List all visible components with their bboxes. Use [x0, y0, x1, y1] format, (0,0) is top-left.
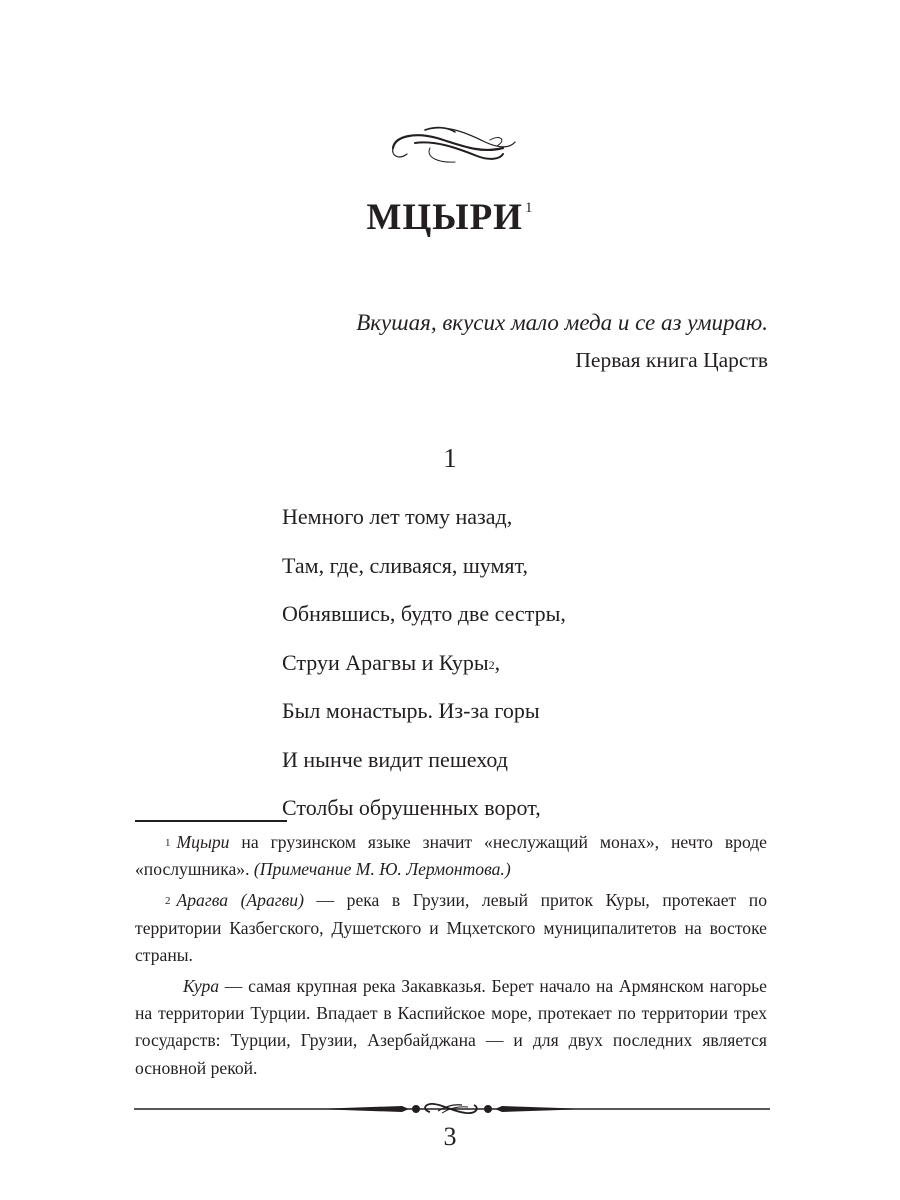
- flourish-icon: [385, 118, 520, 168]
- verse-line-punct: ,: [494, 649, 501, 675]
- epigraph: [356, 306, 768, 377]
- footnote-text: на грузинском языке значит «неслужащий монах», нечто вроде «послушника».: [135, 832, 767, 880]
- title-footnote-ref[interactable]: 1: [524, 200, 534, 216]
- verse-line-text: Немного лет тому назад,: [282, 504, 513, 529]
- poem-title: [0, 196, 900, 239]
- footnotes: [135, 829, 767, 1082]
- footnote-text: — река в Грузии, левый приток Куры, протекает по территории Казбегского, Душетского и Мцхетского муниципалитетов на востоке страны.: [135, 890, 767, 965]
- footnote-term: Арагва (Арагви): [176, 890, 304, 911]
- verse-line-text: Струи Арагвы и Куры: [282, 649, 489, 675]
- title-text: МЦЫРИ: [366, 197, 523, 238]
- footnote-divider: [135, 820, 287, 822]
- footnote-number: 2: [165, 895, 171, 908]
- verse-line: [282, 594, 566, 643]
- verse-stanza: [282, 497, 566, 837]
- verse-line: [282, 740, 566, 789]
- verse-line: [282, 691, 566, 740]
- verse-line-text: Столбы обрушенных ворот,: [282, 795, 541, 820]
- verse-line: [282, 497, 566, 546]
- footnote-1: [135, 829, 767, 883]
- verse-line-text: И нынче видит пешеход: [282, 746, 508, 772]
- verse-line-text: Обнявшись, будто две сестры,: [282, 601, 566, 626]
- footnote-term: Кура: [183, 976, 220, 997]
- verse-line-text: Там, где, сливаяся, шумят,: [282, 552, 528, 578]
- footnote-number: 1: [165, 837, 171, 849]
- footnote-2-continued: [135, 973, 767, 1082]
- epigraph-source: Первая книга Царств: [575, 348, 768, 372]
- verse-line-text: Был монастырь. Из-за горы: [282, 698, 540, 723]
- page-number: 3: [443, 1122, 457, 1151]
- footnote-note: (Примечание М. Ю. Лермонтова.): [253, 859, 511, 880]
- footnote-term: Мцыри: [176, 832, 230, 852]
- epigraph-quote: Вкушая, вкусих мало меда и се аз умираю.: [356, 310, 768, 335]
- footnote-text: — самая крупная река Закавказья. Берет начало на Армянском нагорье на территории Турции. Впадает в Каспийское море, протекает по территории трех государств: Турции, Грузии, Азербайджана — и для двух последних является основной рекой.: [135, 976, 767, 1078]
- stanza-number: 1: [443, 443, 457, 473]
- divider-flourish-icon: [134, 1100, 770, 1118]
- verse-line: [282, 546, 566, 595]
- verse-line: [282, 643, 566, 692]
- footnote-ref-2[interactable]: 2: [488, 657, 495, 672]
- footnote-2: [135, 887, 767, 969]
